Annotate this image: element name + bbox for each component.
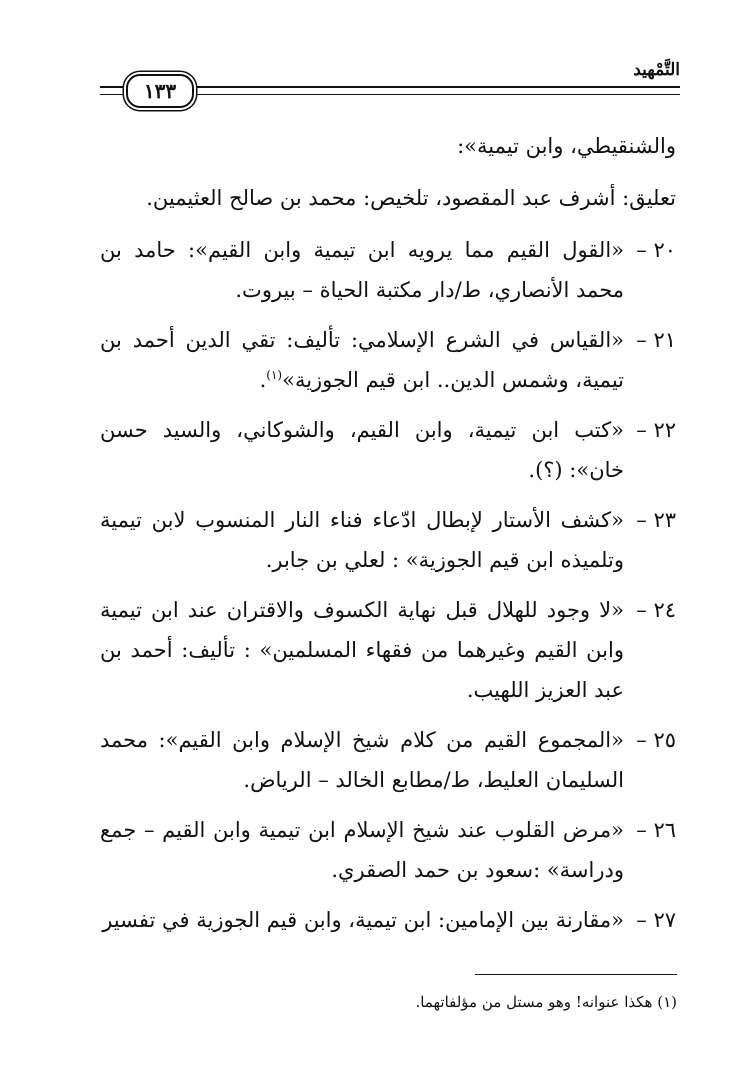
intro-line-2: تعليق: أشرف عبد المقصود، تلخيص: محمد بن صالح العثيمين.	[146, 186, 676, 210]
page-number: ١٣٣	[126, 74, 194, 108]
list-item-26	[100, 810, 676, 890]
item-number: ٢٥ –	[636, 728, 676, 752]
footnote-marker[interactable]: (١)	[266, 368, 283, 382]
list-item-24	[100, 590, 676, 710]
item-text: «القول القيم مما يرويه ابن تيمية وابن القيم»: حامد بن محمد الأنصاري، ط/دار مكتبة الحياة – بيروت.	[100, 238, 625, 302]
list-item-21	[100, 320, 676, 400]
item-number: ٢٦ –	[636, 818, 676, 842]
footnote: (١) هكذا عنوانه! وهو مستل من مؤلفاتهما.	[415, 993, 677, 1011]
main-content	[100, 126, 676, 950]
item-number: ٢٧ –	[636, 908, 676, 932]
item-text: «القياس في الشرع الإسلامي: تأليف: تقي الدين أحمد بن تيمية، وشمس الدين.. ابن قيم الجوزية»	[100, 328, 624, 392]
item-text: «لا وجود للهلال قبل نهاية الكسوف والاقتران عند ابن تيمية وابن القيم وغيرهما من فقهاء المسلمين» : تأليف: أحمد بن عبد العزيز اللهيب.	[100, 598, 624, 702]
item-number: ٢٢ –	[636, 418, 676, 442]
list-item-27	[100, 900, 676, 940]
list-item-22	[100, 410, 676, 490]
item-number: ٢٤ –	[636, 598, 676, 622]
item-text: «مرض القلوب عند شيخ الإسلام ابن تيمية وابن القيم – جمع ودراسة» :سعود بن حمد الصقري.	[100, 818, 624, 882]
list-item-23	[100, 500, 676, 580]
list-item-20	[100, 230, 676, 310]
list-item-25	[100, 720, 676, 800]
footnote-divider	[475, 974, 677, 975]
intro-line-1: والشنقيطي، وابن تيمية»:	[457, 134, 676, 158]
running-title: التَّمْهيد	[633, 60, 680, 80]
item-text: «كتب ابن تيمية، وابن القيم، والشوكاني، والسيد حسن خان»: (؟).	[100, 418, 624, 482]
item-text: «مقارنة بين الإمامين: ابن تيمية، وابن قيم الجوزية في تفسير	[102, 908, 624, 932]
page-header	[100, 56, 680, 116]
item-text: «كشف الأستار لإبطال ادّعاء فناء النار المنسوب لابن تيمية وتلميذه ابن قيم الجوزية» : لعلي بن جابر.	[100, 508, 624, 572]
item-number: ٢١ –	[636, 328, 676, 352]
item-number: ٢٣ –	[636, 508, 676, 532]
item-number: ٢٠ –	[636, 238, 676, 262]
item-text-tail: .	[259, 368, 267, 392]
item-text: «المجموع القيم من كلام شيخ الإسلام وابن القيم»: محمد السليمان العليط، ط/مطابع الخالد – الرياض.	[100, 728, 624, 792]
